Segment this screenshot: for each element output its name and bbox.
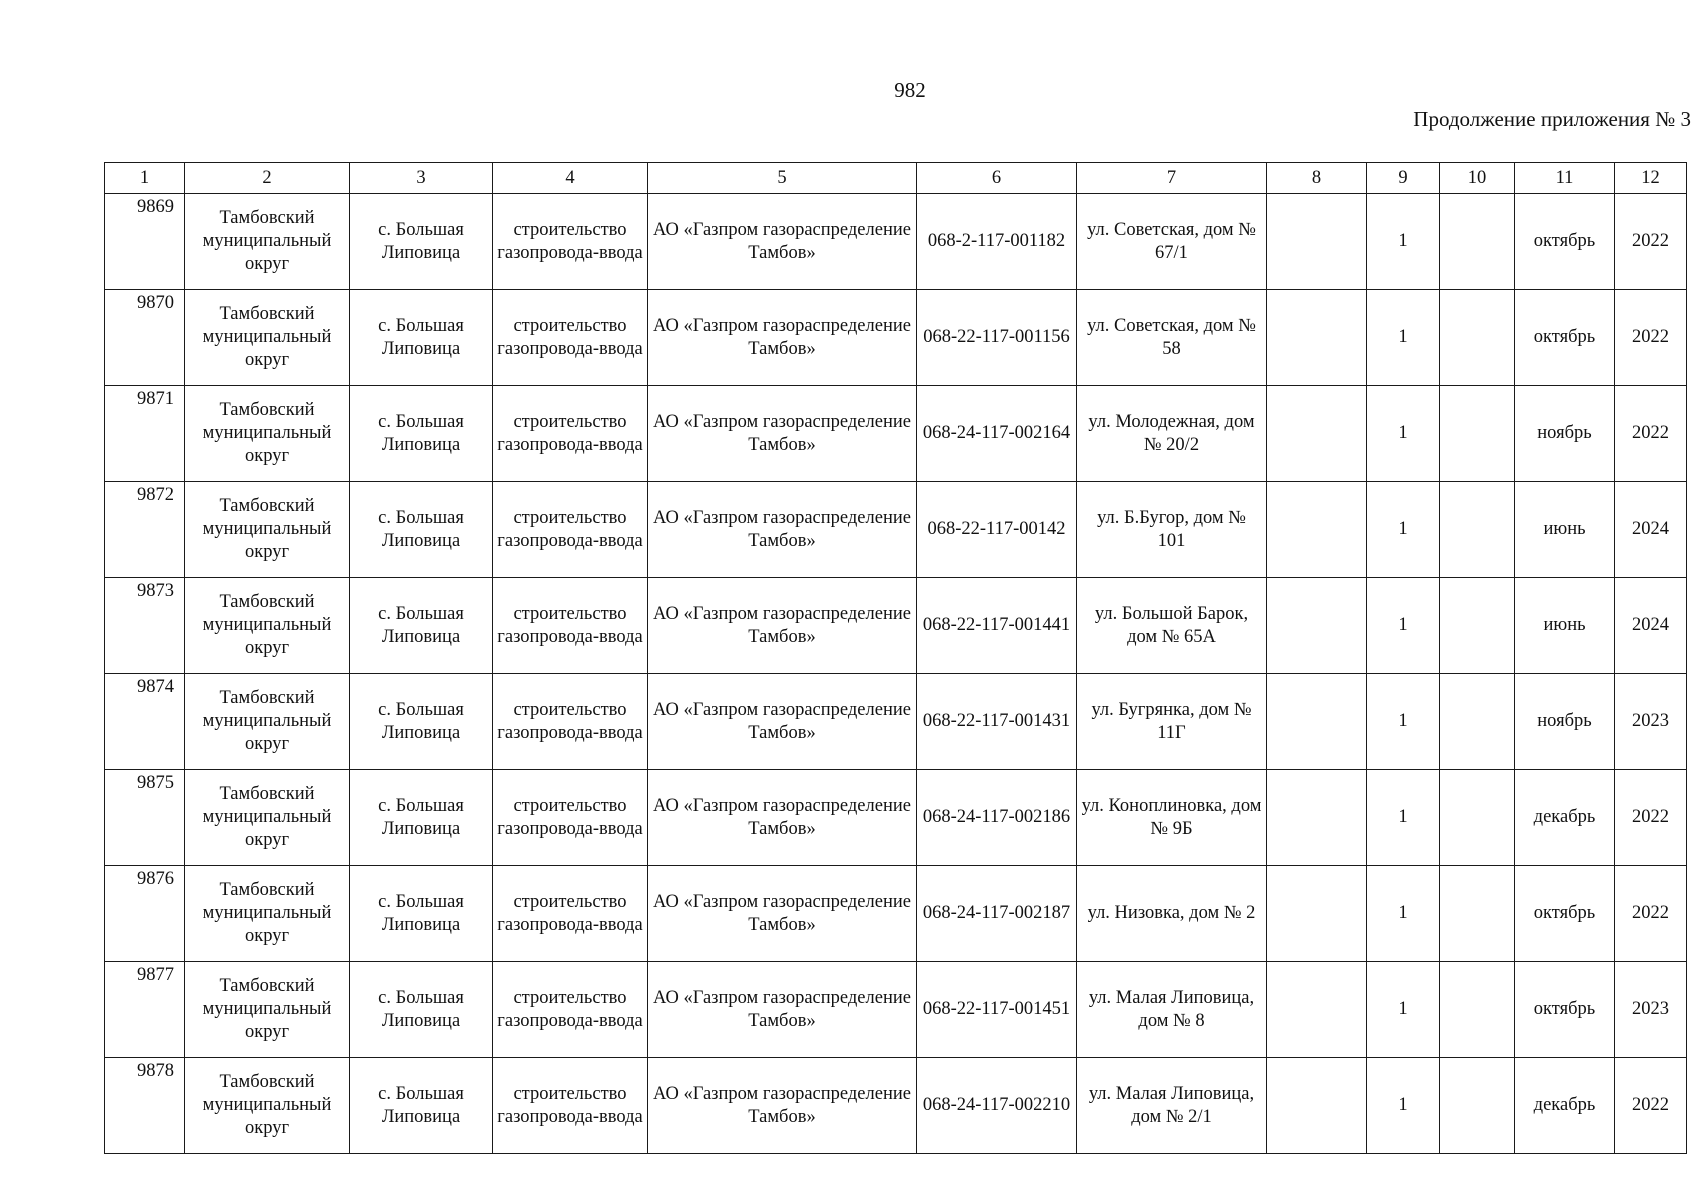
- address-cell: ул. Советская, дом № 58: [1077, 290, 1267, 386]
- month-cell: октябрь: [1515, 962, 1615, 1058]
- month-cell: июнь: [1515, 578, 1615, 674]
- table-row: [105, 194, 1687, 290]
- year-cell: 2022: [1615, 194, 1687, 290]
- work-type-cell: строительство газопровода-ввода: [493, 1058, 648, 1154]
- organization-cell: АО «Газпром газораспределение Тамбов»: [648, 578, 917, 674]
- table-row: [105, 386, 1687, 482]
- column-8-cell: [1267, 194, 1367, 290]
- organization-cell: АО «Газпром газораспределение Тамбов»: [648, 866, 917, 962]
- quantity-cell: 1: [1367, 770, 1440, 866]
- column-10-cell: [1440, 578, 1515, 674]
- district-cell: Тамбовский муниципальный округ: [185, 578, 350, 674]
- organization-cell: АО «Газпром газораспределение Тамбов»: [648, 674, 917, 770]
- locality-cell: с. Большая Липовица: [350, 866, 493, 962]
- column-10-cell: [1440, 386, 1515, 482]
- row-number-cell: 9878: [105, 1058, 185, 1154]
- address-cell: ул. Большой Барок, дом № 65А: [1077, 578, 1267, 674]
- column-10-cell: [1440, 1058, 1515, 1154]
- object-code-cell: 068-22-117-001156: [917, 290, 1077, 386]
- month-cell: октябрь: [1515, 194, 1615, 290]
- address-cell: ул. Малая Липовица, дом № 2/1: [1077, 1058, 1267, 1154]
- organization-cell: АО «Газпром газораспределение Тамбов»: [648, 290, 917, 386]
- row-number-cell: 9875: [105, 770, 185, 866]
- month-cell: декабрь: [1515, 770, 1615, 866]
- column-10-cell: [1440, 290, 1515, 386]
- month-cell: октябрь: [1515, 290, 1615, 386]
- quantity-cell: 1: [1367, 578, 1440, 674]
- column-8-cell: [1267, 962, 1367, 1058]
- address-cell: ул. Коноплиновка, дом № 9Б: [1077, 770, 1267, 866]
- quantity-cell: 1: [1367, 482, 1440, 578]
- quantity-cell: 1: [1367, 290, 1440, 386]
- month-cell: ноябрь: [1515, 674, 1615, 770]
- column-header: 2: [185, 163, 350, 194]
- row-number-cell: 9871: [105, 386, 185, 482]
- quantity-cell: 1: [1367, 194, 1440, 290]
- organization-cell: АО «Газпром газораспределение Тамбов»: [648, 1058, 917, 1154]
- column-10-cell: [1440, 770, 1515, 866]
- organization-cell: АО «Газпром газораспределение Тамбов»: [648, 770, 917, 866]
- table-row: [105, 674, 1687, 770]
- row-number-cell: 9876: [105, 866, 185, 962]
- quantity-cell: 1: [1367, 386, 1440, 482]
- organization-cell: АО «Газпром газораспределение Тамбов»: [648, 386, 917, 482]
- month-cell: июнь: [1515, 482, 1615, 578]
- row-number-cell: 9874: [105, 674, 185, 770]
- quantity-cell: 1: [1367, 1058, 1440, 1154]
- column-header: 7: [1077, 163, 1267, 194]
- row-number-cell: 9869: [105, 194, 185, 290]
- district-cell: Тамбовский муниципальный округ: [185, 194, 350, 290]
- column-10-cell: [1440, 674, 1515, 770]
- locality-cell: с. Большая Липовица: [350, 386, 493, 482]
- column-8-cell: [1267, 290, 1367, 386]
- locality-cell: с. Большая Липовица: [350, 770, 493, 866]
- table-row: [105, 962, 1687, 1058]
- column-10-cell: [1440, 194, 1515, 290]
- locality-cell: с. Большая Липовица: [350, 194, 493, 290]
- year-cell: 2022: [1615, 386, 1687, 482]
- locality-cell: с. Большая Липовица: [350, 674, 493, 770]
- address-cell: ул. Советская, дом № 67/1: [1077, 194, 1267, 290]
- row-number-cell: 9872: [105, 482, 185, 578]
- row-number-cell: 9870: [105, 290, 185, 386]
- organization-cell: АО «Газпром газораспределение Тамбов»: [648, 194, 917, 290]
- column-header: 1: [105, 163, 185, 194]
- column-8-cell: [1267, 386, 1367, 482]
- table-body: [105, 194, 1687, 1154]
- row-number-cell: 9877: [105, 962, 185, 1058]
- object-code-cell: 068-2-117-001182: [917, 194, 1077, 290]
- column-8-cell: [1267, 482, 1367, 578]
- column-header: 9: [1367, 163, 1440, 194]
- row-number-cell: 9873: [105, 578, 185, 674]
- quantity-cell: 1: [1367, 866, 1440, 962]
- month-cell: ноябрь: [1515, 386, 1615, 482]
- year-cell: 2024: [1615, 482, 1687, 578]
- object-code-cell: 068-24-117-002187: [917, 866, 1077, 962]
- year-cell: 2022: [1615, 866, 1687, 962]
- table-row: [105, 1058, 1687, 1154]
- work-type-cell: строительство газопровода-ввода: [493, 482, 648, 578]
- district-cell: Тамбовский муниципальный округ: [185, 962, 350, 1058]
- table-row: [105, 482, 1687, 578]
- work-type-cell: строительство газопровода-ввода: [493, 290, 648, 386]
- table-row: [105, 866, 1687, 962]
- work-type-cell: строительство газопровода-ввода: [493, 770, 648, 866]
- year-cell: 2022: [1615, 1058, 1687, 1154]
- column-header: 8: [1267, 163, 1367, 194]
- locality-cell: с. Большая Липовица: [350, 290, 493, 386]
- month-cell: октябрь: [1515, 866, 1615, 962]
- work-type-cell: строительство газопровода-ввода: [493, 866, 648, 962]
- object-code-cell: 068-22-117-00142: [917, 482, 1077, 578]
- column-header: 10: [1440, 163, 1515, 194]
- year-cell: 2022: [1615, 290, 1687, 386]
- district-cell: Тамбовский муниципальный округ: [185, 770, 350, 866]
- year-cell: 2023: [1615, 674, 1687, 770]
- work-type-cell: строительство газопровода-ввода: [493, 578, 648, 674]
- year-cell: 2023: [1615, 962, 1687, 1058]
- column-10-cell: [1440, 866, 1515, 962]
- district-cell: Тамбовский муниципальный округ: [185, 386, 350, 482]
- object-code-cell: 068-24-117-002164: [917, 386, 1077, 482]
- table-row: [105, 770, 1687, 866]
- table-row: [105, 578, 1687, 674]
- locality-cell: с. Большая Липовица: [350, 962, 493, 1058]
- quantity-cell: 1: [1367, 962, 1440, 1058]
- object-code-cell: 068-22-117-001451: [917, 962, 1077, 1058]
- district-cell: Тамбовский муниципальный округ: [185, 1058, 350, 1154]
- column-header: 6: [917, 163, 1077, 194]
- organization-cell: АО «Газпром газораспределение Тамбов»: [648, 482, 917, 578]
- district-cell: Тамбовский муниципальный округ: [185, 674, 350, 770]
- district-cell: Тамбовский муниципальный округ: [185, 290, 350, 386]
- column-header: 5: [648, 163, 917, 194]
- table-row: [105, 290, 1687, 386]
- column-header: 4: [493, 163, 648, 194]
- address-cell: ул. Молодежная, дом № 20/2: [1077, 386, 1267, 482]
- column-10-cell: [1440, 962, 1515, 1058]
- registry-table: [104, 162, 1687, 1154]
- locality-cell: с. Большая Липовица: [350, 482, 493, 578]
- column-header: 3: [350, 163, 493, 194]
- address-cell: ул. Бугрянка, дом № 11Г: [1077, 674, 1267, 770]
- work-type-cell: строительство газопровода-ввода: [493, 194, 648, 290]
- column-8-cell: [1267, 866, 1367, 962]
- year-cell: 2022: [1615, 770, 1687, 866]
- quantity-cell: 1: [1367, 674, 1440, 770]
- object-code-cell: 068-22-117-001441: [917, 578, 1077, 674]
- column-8-cell: [1267, 578, 1367, 674]
- object-code-cell: 068-24-117-002186: [917, 770, 1077, 866]
- page-number: 982: [894, 78, 926, 102]
- locality-cell: с. Большая Липовица: [350, 1058, 493, 1154]
- column-8-cell: [1267, 674, 1367, 770]
- organization-cell: АО «Газпром газораспределение Тамбов»: [648, 962, 917, 1058]
- object-code-cell: 068-22-117-001431: [917, 674, 1077, 770]
- column-8-cell: [1267, 1058, 1367, 1154]
- address-cell: ул. Низовка, дом № 2: [1077, 866, 1267, 962]
- column-header: 12: [1615, 163, 1687, 194]
- address-cell: ул. Б.Бугор, дом № 101: [1077, 482, 1267, 578]
- column-10-cell: [1440, 482, 1515, 578]
- column-number-row: [105, 163, 1687, 194]
- address-cell: ул. Малая Липовица, дом № 8: [1077, 962, 1267, 1058]
- column-8-cell: [1267, 770, 1367, 866]
- object-code-cell: 068-24-117-002210: [917, 1058, 1077, 1154]
- locality-cell: с. Большая Липовица: [350, 578, 493, 674]
- district-cell: Тамбовский муниципальный округ: [185, 866, 350, 962]
- column-header: 11: [1515, 163, 1615, 194]
- district-cell: Тамбовский муниципальный округ: [185, 482, 350, 578]
- appendix-continuation-note: Продолжение приложения № 3: [1413, 107, 1691, 131]
- work-type-cell: строительство газопровода-ввода: [493, 962, 648, 1058]
- year-cell: 2024: [1615, 578, 1687, 674]
- work-type-cell: строительство газопровода-ввода: [493, 674, 648, 770]
- month-cell: декабрь: [1515, 1058, 1615, 1154]
- work-type-cell: строительство газопровода-ввода: [493, 386, 648, 482]
